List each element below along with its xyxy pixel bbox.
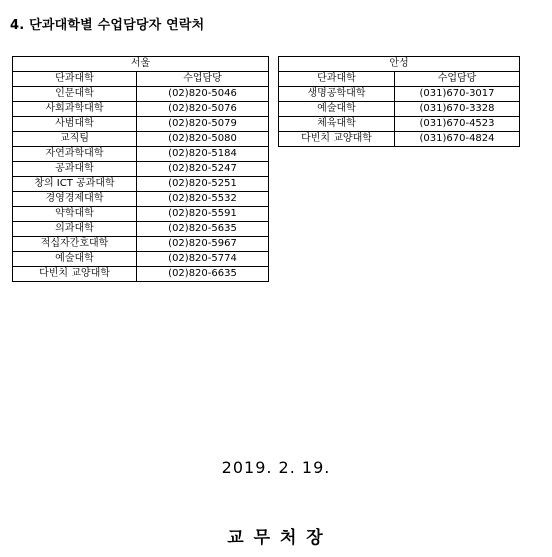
table-row (13, 222, 269, 237)
anseong-contact-table (278, 56, 520, 147)
table-row (13, 102, 269, 117)
table-row (13, 252, 269, 267)
table-row (279, 87, 520, 102)
college-cell: 체육대학 (279, 117, 395, 132)
phone-cell: (02)820-5079 (137, 117, 269, 132)
college-cell: 의과대학 (13, 222, 137, 237)
anseong-table-title: 안성 (279, 57, 520, 72)
table-row (13, 192, 269, 207)
phone-cell: (02)820-5532 (137, 192, 269, 207)
college-cell: 경영경제대학 (13, 192, 137, 207)
table-row (13, 147, 269, 162)
seoul-table-title: 서울 (13, 57, 269, 72)
table-row (279, 102, 520, 117)
seoul-col-contact-header: 수업담당 (137, 72, 269, 87)
table-row (13, 267, 269, 282)
seoul-contact-table (12, 56, 269, 282)
phone-cell: (02)820-5080 (137, 132, 269, 147)
college-cell: 인문대학 (13, 87, 137, 102)
college-cell: 사범대학 (13, 117, 137, 132)
table-row (13, 132, 269, 147)
college-cell: 다빈치 교양대학 (279, 132, 395, 147)
anseong-col-college-header: 단과대학 (279, 72, 395, 87)
table-row (13, 207, 269, 222)
phone-cell: (02)820-5184 (137, 147, 269, 162)
phone-cell: (02)820-5967 (137, 237, 269, 252)
college-cell: 자연과학대학 (13, 147, 137, 162)
college-cell: 예술대학 (13, 252, 137, 267)
table-row (13, 237, 269, 252)
phone-cell: (031)670-4523 (395, 117, 520, 132)
phone-cell: (031)670-3328 (395, 102, 520, 117)
issuer-signature: 교 무 처 장 (227, 528, 325, 548)
table-row (279, 132, 520, 147)
phone-cell: (02)820-6635 (137, 267, 269, 282)
phone-cell: (031)670-3017 (395, 87, 520, 102)
phone-cell: (02)820-5635 (137, 222, 269, 237)
phone-cell: (02)820-5251 (137, 177, 269, 192)
document-date: 2019. 2. 19. (221, 458, 331, 477)
college-cell: 사회과학대학 (13, 102, 137, 117)
phone-cell: (02)820-5076 (137, 102, 269, 117)
college-cell: 약학대학 (13, 207, 137, 222)
table-row (13, 87, 269, 102)
phone-cell: (031)670-4824 (395, 132, 520, 147)
phone-cell: (02)820-5774 (137, 252, 269, 267)
college-cell: 다빈치 교양대학 (13, 267, 137, 282)
table-row (13, 117, 269, 132)
table-row (279, 117, 520, 132)
phone-cell: (02)820-5247 (137, 162, 269, 177)
college-cell: 공과대학 (13, 162, 137, 177)
college-cell: 생명공학대학 (279, 87, 395, 102)
college-cell: 창의 ICT 공과대학 (13, 177, 137, 192)
seoul-col-college-header: 단과대학 (13, 72, 137, 87)
section-heading: 4. 단과대학별 수업담당자 연락처 (10, 18, 205, 33)
college-cell: 예술대학 (279, 102, 395, 117)
phone-cell: (02)820-5046 (137, 87, 269, 102)
table-row (13, 162, 269, 177)
anseong-col-contact-header: 수업담당 (395, 72, 520, 87)
college-cell: 교직팀 (13, 132, 137, 147)
college-cell: 적십자간호대학 (13, 237, 137, 252)
phone-cell: (02)820-5591 (137, 207, 269, 222)
table-row (13, 177, 269, 192)
